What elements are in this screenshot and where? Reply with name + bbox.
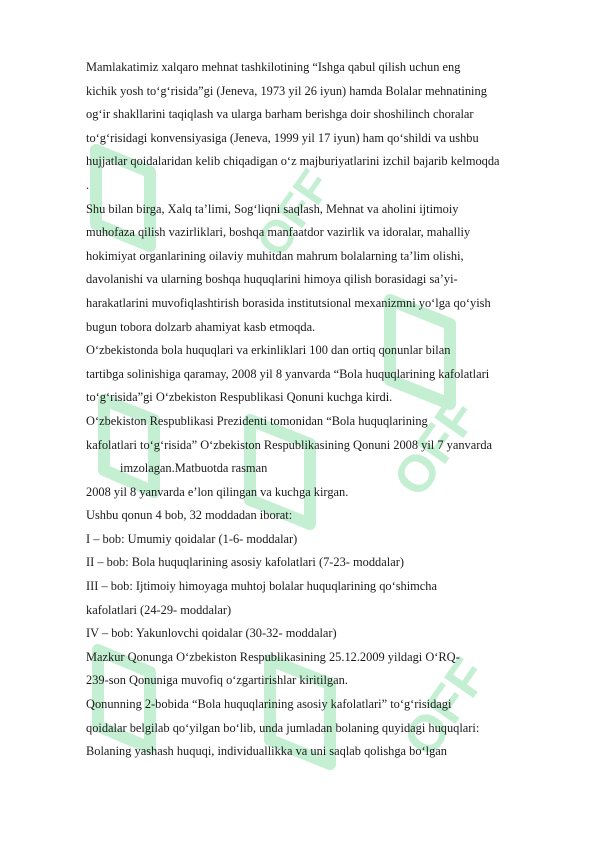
text-line: . xyxy=(86,177,90,192)
text-line: kafolatlari to‘g‘risida” O‘zbekiston Respublikasining Qonuni 2008 yil 7 yanvarda xyxy=(86,437,493,452)
svg-text:OFF: OFF xyxy=(382,388,490,507)
text-line: kafolatlari (24-29- moddalar) xyxy=(86,602,232,617)
text-line: Ushbu qonun 4 bob, 32 moddadan iborat: xyxy=(86,508,293,523)
text-line: O‘zbekiston Respublikasi Prezidenti tomonidan “Bola huquqlarining xyxy=(86,413,428,428)
text-line: Qonunning 2-bobida “Bola huquqlarining asosiy kafolatlari” to‘g‘risidagi xyxy=(86,697,452,712)
text-line: 2008 yil 8 yanvarda e’lon qilingan va kuchga kirgan. xyxy=(86,484,349,499)
text-line: II – bob: Bola huquqlarining asosiy kafolatlari (7-23- moddalar) xyxy=(86,555,404,570)
text-line: harakatlarini muvofiqlashtirish borasida institutsional mexanizmni yo‘lga qo‘yish xyxy=(86,295,491,310)
document-body xyxy=(86,56,566,767)
text-line: hujjatlar qoidalaridan kelib chiqadigan o‘z majburiyatlarini izchil bajarib kelmoqda xyxy=(86,154,500,169)
text-line: 239-son Qonuniga muvofiq o‘zgartirishlar kiritilgan. xyxy=(86,673,348,688)
text-line: kichik yosh to‘g‘risida”gi (Jeneva, 1973 yil 26 iyun) hamda Bolalar mehnatining xyxy=(86,83,487,98)
text-line: bugun tobora dolzarb ahamiyat kasb etmoqda. xyxy=(86,319,316,334)
svg-text:OFF: OFF xyxy=(245,160,341,266)
text-line: to‘g‘risidagi konvensiyasiga (Jeneva, 1999 yil 17 iyun) ham qo‘shildi va ushbu xyxy=(86,130,479,145)
text-line: tartibga solinishiga qaramay, 2008 yil 8 yanvarda “Bola huquqlarining kafolatlari xyxy=(86,366,490,381)
text-line: to‘g‘risida”gi O‘zbekiston Respublikasi Qonuni kuchga kirdi. xyxy=(86,390,393,405)
text-line: imzolagan.Matbuotda rasman xyxy=(120,461,268,476)
text-line: IV – bob: Yakunlovchi qoidalar (30-32- moddalar) xyxy=(86,626,337,641)
text-line: hokimiyat organlarining oilaviy muhitdan mahrum bolalarning ta’lim olishi, xyxy=(86,248,464,263)
svg-text:OFF: OFF xyxy=(392,648,500,767)
text-line: Mazkur Qonunga O‘zbekiston Respublikasining 25.12.2009 yildagi O‘RQ- xyxy=(86,649,460,664)
text-line: Bolaning yashash huquqi, individuallikka va uni saqlab qolishga bo‘lgan xyxy=(86,744,447,759)
text-line: qoidalar belgilab qo‘yilgan bo‘lib, unda jumladan bolaning quyidagi huquqlari: xyxy=(86,720,480,735)
text-line: Mamlakatimiz xalqaro mehnat tashkilotining “Ishga qabul qilish uchun eng xyxy=(86,60,461,74)
text-line: og‘ir shakllarini taqiqlash va ularga barham berishga doir shoshilinch choralar xyxy=(86,107,474,122)
text-line: davolanishi va ularning boshqa huquqlarini himoya qilish borasidagi sa’yi- xyxy=(86,272,458,287)
text-line: Shu bilan birga, Xalq ta’limi, Sog‘liqni saqlash, Mehnat va aholini ijtimoiy xyxy=(86,201,459,216)
text-line: muhofaza qilish vazirliklari, boshqa manfaatdor vazirlik va idoralar, mahalliy xyxy=(86,225,471,240)
text-line: III – bob: Ijtimoiy himoyaga muhtoj bolalar huquqlarining qo‘shimcha xyxy=(86,579,438,594)
text-line: O‘zbekistonda bola huquqlari va erkinliklari 100 dan ortiq qonunlar bilan xyxy=(86,343,451,358)
text-line: I – bob: Umumiy qoidalar (1-6- moddalar) xyxy=(86,531,298,546)
